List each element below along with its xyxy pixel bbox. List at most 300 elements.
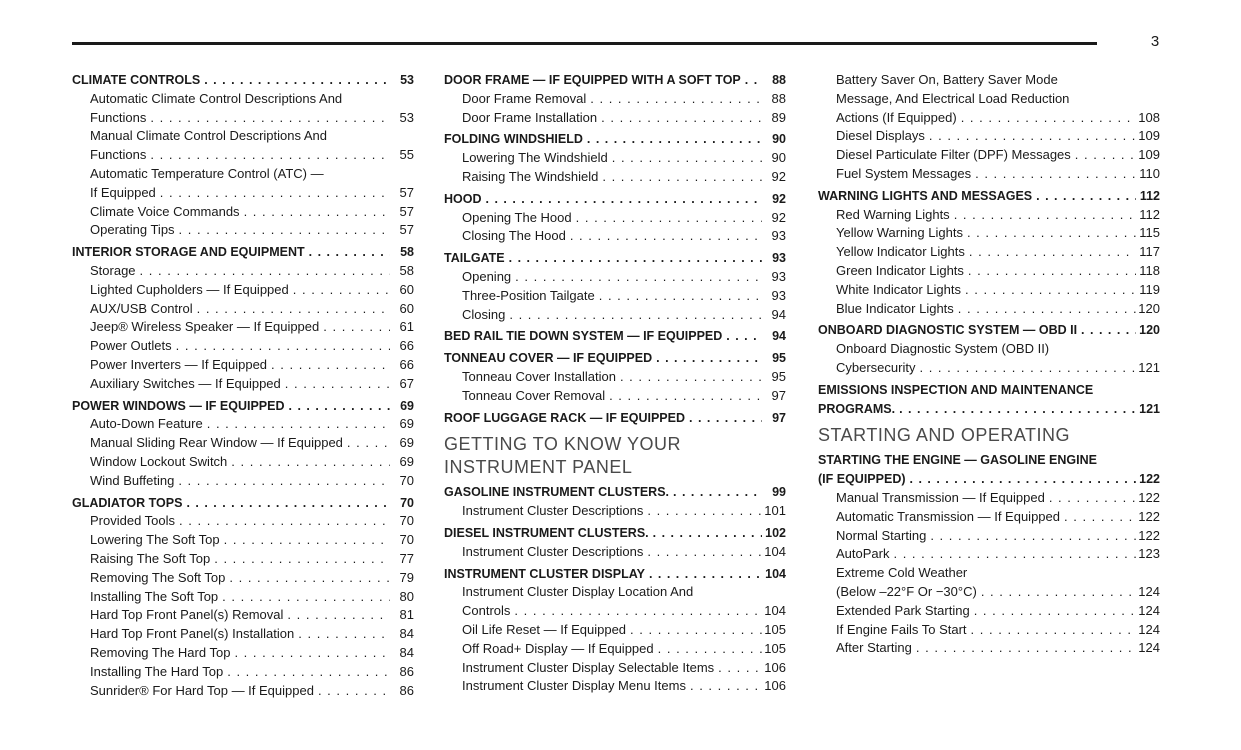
dot-leader <box>653 524 762 543</box>
dot-leader <box>289 397 390 416</box>
entry-title: Functions <box>90 147 147 163</box>
dot-leader <box>609 387 762 406</box>
entry-title: Blue Indicator Lights <box>836 300 954 316</box>
toc-topic-entry[interactable] <box>72 644 414 663</box>
entry-title: Yellow Warning Lights <box>836 225 963 241</box>
page-number: 3 <box>1150 33 1160 50</box>
entry-title: Three-Position Tailgate <box>462 287 595 303</box>
entry-page-number: 124 <box>1138 640 1160 656</box>
toc-topic-entry[interactable] <box>444 387 786 406</box>
dot-leader <box>745 71 762 90</box>
entry-title: ONBOARD DIAGNOSTIC SYSTEM — OBD II <box>818 323 1078 338</box>
entry-page-number: 124 <box>1138 583 1160 599</box>
entry-page-number: 77 <box>399 550 414 566</box>
entry-page-number: 115 <box>1139 225 1160 241</box>
entry-title: PROGRAMS. <box>818 401 896 416</box>
toc-topic-entry[interactable] <box>72 375 414 394</box>
dot-leader <box>229 569 390 588</box>
dot-leader <box>971 621 1136 640</box>
entry-title: Auxiliary Switches — If Equipped <box>90 375 281 391</box>
dot-leader <box>186 494 390 513</box>
entry-title: INTERIOR STORAGE AND EQUIPMENT <box>72 245 305 260</box>
entry-title: CLIMATE CONTROLS <box>72 73 201 87</box>
toc-topic-entry[interactable] <box>444 621 786 640</box>
dot-leader <box>899 400 1136 419</box>
toc-topic-entry[interactable] <box>444 90 786 109</box>
entry-page-number: 105 <box>764 621 786 637</box>
entry-page-number: 58 <box>400 245 414 260</box>
entry-title: Normal Starting <box>836 527 927 543</box>
entry-title: Green Indicator Lights <box>836 262 964 278</box>
section-heading <box>818 424 1160 447</box>
entry-title: After Starting <box>836 640 912 656</box>
toc-topic-entry[interactable] <box>444 209 786 228</box>
toc-topic-entry[interactable] <box>72 588 414 607</box>
toc-topic-entry[interactable] <box>72 606 414 625</box>
toc-topic-entry[interactable] <box>72 453 414 472</box>
dot-leader <box>658 640 762 659</box>
dot-leader <box>178 472 390 491</box>
entry-title: Power Outlets <box>90 338 172 354</box>
dot-leader <box>285 375 390 394</box>
entry-page-number: 94 <box>771 306 786 322</box>
dot-leader <box>630 621 762 640</box>
entry-title: Provided Tools <box>90 513 176 529</box>
toc-topic-entry[interactable] <box>72 203 414 222</box>
toc-topic-entry[interactable] <box>818 489 1160 508</box>
entry-title: Climate Voice Commands <box>90 203 240 219</box>
dot-leader <box>227 663 390 682</box>
section-heading <box>444 433 786 479</box>
entry-title: INSTRUMENT CLUSTER DISPLAY <box>444 566 645 581</box>
toc-topic-entry[interactable] <box>444 677 786 696</box>
toc-topic-entry[interactable] <box>72 531 414 550</box>
entry-title: Power Inverters — If Equipped <box>90 356 268 372</box>
toc-topic-entry[interactable] <box>72 663 414 682</box>
entry-title: Removing The Soft Top <box>90 569 226 585</box>
toc-topic-entry[interactable] <box>818 564 1160 602</box>
entry-page-number: 70 <box>399 513 414 529</box>
entry-page-number: 122 <box>1138 508 1160 524</box>
dot-leader <box>515 268 762 287</box>
entry-title: Window Lockout Switch <box>90 453 228 469</box>
toc-topic-entry[interactable] <box>818 281 1160 300</box>
entry-title: BED RAIL TIE DOWN SYSTEM — IF EQUIPPED <box>444 329 723 344</box>
entry-page-number: 106 <box>764 659 786 675</box>
entry-title: Functions <box>90 109 147 125</box>
toc-chapter-entry[interactable] <box>444 409 786 428</box>
entry-title: Instrument Cluster Descriptions <box>462 543 644 559</box>
toc-column-1 <box>72 71 414 700</box>
entry-page-number: 70 <box>400 495 414 510</box>
entry-page-number: 80 <box>399 588 414 604</box>
dot-leader <box>486 190 763 209</box>
toc-chapter-entry[interactable] <box>72 71 414 90</box>
entry-title: Instrument Cluster Display Selectable Items <box>462 659 715 675</box>
toc-chapter-entry[interactable] <box>818 187 1160 206</box>
dot-leader <box>974 602 1136 621</box>
dot-leader <box>620 368 762 387</box>
entry-title: Installing The Hard Top <box>90 663 224 679</box>
entry-title: DIESEL INSTRUMENT CLUSTERS. <box>444 525 649 540</box>
entry-title: Automatic Temperature Control (ATC) — <box>90 165 324 181</box>
entry-page-number: 120 <box>1138 300 1160 316</box>
entry-page-number: 70 <box>399 472 414 488</box>
entry-page-number: 66 <box>399 338 414 354</box>
entry-page-number: 90 <box>772 132 786 147</box>
entry-title: Auto-Down Feature <box>90 416 203 432</box>
toc-topic-entry[interactable] <box>444 287 786 306</box>
toc-topic-entry[interactable] <box>444 227 786 246</box>
entry-title: Fuel System Messages <box>836 165 972 181</box>
entry-title: Door Frame Removal <box>462 90 587 106</box>
entry-title: Tonneau Cover Installation <box>462 368 616 384</box>
entry-title: HOOD <box>444 191 482 206</box>
entry-title: Off Road+ Display — If Equipped <box>462 640 654 656</box>
dot-leader <box>318 682 390 701</box>
dot-leader <box>975 165 1136 184</box>
entry-title: If Equipped <box>90 184 156 200</box>
entry-title: Controls <box>462 603 511 619</box>
dot-leader <box>965 281 1136 300</box>
entry-page-number: 66 <box>399 356 414 372</box>
entry-title: Operating Tips <box>90 222 175 238</box>
toc-topic-entry[interactable] <box>444 149 786 168</box>
dot-leader <box>656 349 762 368</box>
toc-topic-entry[interactable] <box>444 543 786 562</box>
entry-page-number: 102 <box>765 525 786 540</box>
entry-title: Cybersecurity <box>836 359 916 375</box>
dot-leader <box>150 109 390 128</box>
entry-page-number: 120 <box>1139 323 1160 338</box>
entry-page-number: 121 <box>1138 359 1160 375</box>
entry-page-number: 69 <box>399 416 414 432</box>
entry-title: Actions (If Equipped) <box>836 109 957 125</box>
entry-page-number: 99 <box>772 485 786 500</box>
dot-leader <box>968 262 1136 281</box>
dot-leader <box>179 512 390 531</box>
dot-leader <box>599 287 762 306</box>
dot-leader <box>347 434 390 453</box>
dot-leader <box>514 602 762 621</box>
section-heading-line: INSTRUMENT PANEL <box>444 457 633 478</box>
entry-title: STARTING THE ENGINE — GASOLINE ENGINE <box>818 453 1097 468</box>
toc-topic-entry[interactable] <box>444 583 786 621</box>
toc-topic-entry[interactable] <box>72 318 414 337</box>
entry-title: Storage <box>90 262 136 278</box>
toc-topic-entry[interactable] <box>444 640 786 659</box>
dot-leader <box>1049 489 1136 508</box>
dot-leader <box>222 588 390 607</box>
entry-title: Jeep® Wireless Speaker — If Equipped <box>90 319 320 335</box>
dot-leader <box>323 318 390 337</box>
toc-topic-entry[interactable] <box>818 300 1160 319</box>
entry-page-number: 95 <box>771 368 786 384</box>
entry-title: Lowering The Soft Top <box>90 532 220 548</box>
toc-chapter-entry[interactable] <box>818 451 1160 489</box>
entry-page-number: 109 <box>1138 147 1160 163</box>
dot-leader <box>916 639 1136 658</box>
entry-page-number: 57 <box>399 203 414 219</box>
dot-leader <box>140 262 390 281</box>
entry-page-number: 124 <box>1138 602 1160 618</box>
dot-leader <box>150 146 390 165</box>
entry-page-number: 79 <box>399 569 414 585</box>
dot-leader <box>601 109 762 128</box>
entry-title: GASOLINE INSTRUMENT CLUSTERS. <box>444 485 670 500</box>
toc-chapter-entry[interactable] <box>444 130 786 149</box>
toc-topic-entry[interactable] <box>444 502 786 521</box>
toc-topic-entry[interactable] <box>818 127 1160 146</box>
entry-page-number: 94 <box>772 329 786 344</box>
entry-title: GLADIATOR TOPS <box>72 495 183 510</box>
header-rule <box>72 42 1097 45</box>
dot-leader <box>1075 146 1136 165</box>
toc-chapter-entry[interactable] <box>444 190 786 209</box>
toc-topic-entry[interactable] <box>72 221 414 240</box>
dot-leader <box>612 149 762 168</box>
dot-leader <box>570 227 762 246</box>
toc-topic-entry[interactable] <box>72 625 414 644</box>
entry-title: Onboard Diagnostic System (OBD II) <box>836 341 1050 357</box>
entry-title: Yellow Indicator Lights <box>836 244 965 260</box>
toc-topic-entry[interactable] <box>444 368 786 387</box>
dot-leader <box>718 659 762 678</box>
toc-topic-entry[interactable] <box>444 168 786 187</box>
toc-topic-entry[interactable] <box>72 415 414 434</box>
toc-topic-entry[interactable] <box>818 206 1160 225</box>
entry-title: DOOR FRAME — IF EQUIPPED WITH A SOFT TOP <box>444 73 741 87</box>
entry-title: Tonneau Cover Removal <box>462 387 606 403</box>
entry-page-number: 104 <box>764 543 786 559</box>
entry-page-number: 109 <box>1138 128 1160 144</box>
dot-leader <box>576 209 762 228</box>
entry-page-number: 117 <box>1139 244 1160 260</box>
toc-topic-entry[interactable] <box>818 545 1160 564</box>
toc-topic-entry[interactable] <box>444 659 786 678</box>
dot-leader <box>1036 187 1136 206</box>
entry-page-number: 67 <box>399 375 414 391</box>
toc-topic-entry[interactable] <box>72 90 414 128</box>
toc-topic-entry[interactable] <box>444 306 786 325</box>
toc-topic-entry[interactable] <box>72 512 414 531</box>
entry-title: Instrument Cluster Display Menu Items <box>462 678 686 694</box>
entry-page-number: 97 <box>771 387 786 403</box>
entry-title: If Engine Fails To Start <box>836 621 967 637</box>
entry-title: Battery Saver On, Battery Saver Mode <box>836 72 1058 87</box>
entry-page-number: 122 <box>1138 489 1160 505</box>
entry-title: Manual Transmission — If Equipped <box>836 489 1045 505</box>
toc-chapter-entry[interactable] <box>818 321 1160 340</box>
entry-page-number: 93 <box>771 287 786 303</box>
toc-topic-entry[interactable] <box>818 340 1160 378</box>
entry-page-number: 106 <box>764 678 786 694</box>
entry-page-number: 90 <box>771 150 786 166</box>
entry-page-number: 58 <box>399 262 414 278</box>
toc-topic-entry[interactable] <box>72 300 414 319</box>
entry-title: (IF EQUIPPED) <box>818 472 906 487</box>
dot-leader <box>929 127 1136 146</box>
toc-topic-entry[interactable] <box>72 550 414 569</box>
entry-page-number: 122 <box>1138 527 1160 543</box>
entry-title: Manual Climate Control Descriptions And <box>90 128 327 144</box>
entry-page-number: 93 <box>772 251 786 266</box>
entry-title: EMISSIONS INSPECTION AND MAINTENANCE <box>818 382 1094 397</box>
entry-page-number: 69 <box>400 398 414 413</box>
toc-chapter-entry[interactable] <box>444 483 786 502</box>
toc-chapter-entry[interactable] <box>444 349 786 368</box>
entry-page-number: 55 <box>399 147 414 163</box>
entry-page-number: 112 <box>1139 188 1160 203</box>
dot-leader <box>293 281 390 300</box>
entry-title: White Indicator Lights <box>836 281 962 297</box>
toc-chapter-entry[interactable] <box>72 494 414 513</box>
entry-title: Instrument Cluster Descriptions <box>462 503 644 519</box>
entry-page-number: 57 <box>399 222 414 238</box>
entry-title: Lighted Cupholders — If Equipped <box>90 281 289 297</box>
toc-column-3 <box>818 71 1160 658</box>
entry-title: Instrument Cluster Display Location And <box>462 584 694 600</box>
toc-topic-entry[interactable] <box>818 262 1160 281</box>
dot-leader <box>954 206 1136 225</box>
dot-leader <box>204 71 390 90</box>
dot-leader <box>647 543 762 562</box>
toc-topic-entry[interactable] <box>818 224 1160 243</box>
toc-topic-entry[interactable] <box>818 527 1160 546</box>
toc-topic-entry[interactable] <box>818 602 1160 621</box>
dot-leader <box>1064 508 1136 527</box>
entry-page-number: 69 <box>399 435 414 451</box>
entry-title: Raising The Windshield <box>462 168 599 184</box>
dot-leader <box>509 306 762 325</box>
entry-title: ROOF LUGGAGE RACK — IF EQUIPPED <box>444 410 685 425</box>
toc-topic-entry[interactable] <box>72 127 414 165</box>
toc-chapter-entry[interactable] <box>444 524 786 543</box>
entry-page-number: 104 <box>764 603 786 619</box>
dot-leader <box>690 677 762 696</box>
dot-leader <box>647 502 762 521</box>
entry-page-number: 104 <box>765 566 786 581</box>
entry-page-number: 112 <box>1139 206 1160 222</box>
toc-topic-entry[interactable] <box>72 472 414 491</box>
toc-chapter-entry[interactable] <box>818 381 1160 419</box>
entry-page-number: 122 <box>1139 472 1160 487</box>
toc-topic-entry[interactable] <box>72 337 414 356</box>
dot-leader <box>309 243 390 262</box>
entry-page-number: 97 <box>772 410 786 425</box>
entry-title: AUX/USB Control <box>90 300 193 316</box>
toc-topic-entry[interactable] <box>72 262 414 281</box>
dot-leader <box>207 415 390 434</box>
entry-page-number: 101 <box>764 503 786 519</box>
entry-page-number: 123 <box>1138 546 1160 562</box>
entry-title: Opening <box>462 268 512 284</box>
entry-title: FOLDING WINDSHIELD <box>444 132 583 147</box>
dot-leader <box>590 90 762 109</box>
section-heading-line: STARTING AND OPERATING <box>818 425 1071 446</box>
entry-title: Opening The Hood <box>462 209 572 225</box>
dot-leader <box>969 243 1136 262</box>
dot-leader <box>176 337 390 356</box>
dot-leader <box>602 168 762 187</box>
dot-leader <box>1081 321 1136 340</box>
dot-leader <box>234 644 390 663</box>
entry-title: Oil Life Reset — If Equipped <box>462 621 627 637</box>
dot-leader <box>981 583 1136 602</box>
toc-topic-entry[interactable] <box>72 434 414 453</box>
entry-page-number: 110 <box>1139 165 1160 181</box>
entry-page-number: 93 <box>771 268 786 284</box>
toc-topic-entry[interactable] <box>72 682 414 701</box>
toc-topic-entry[interactable] <box>444 268 786 287</box>
entry-page-number: 61 <box>399 319 414 335</box>
entry-title: Wind Buffeting <box>90 472 175 488</box>
toc-topic-entry[interactable] <box>72 569 414 588</box>
toc-chapter-entry[interactable] <box>72 397 414 416</box>
toc-topic-entry[interactable] <box>818 621 1160 640</box>
entry-title: TAILGATE <box>444 251 505 266</box>
toc-topic-entry[interactable] <box>72 165 414 203</box>
entry-title: Closing The Hood <box>462 228 566 244</box>
dot-leader <box>231 453 390 472</box>
toc-topic-entry[interactable] <box>818 165 1160 184</box>
entry-page-number: 84 <box>399 626 414 642</box>
entry-title: Hard Top Front Panel(s) Installation <box>90 626 295 642</box>
entry-page-number: 93 <box>771 228 786 244</box>
dot-leader <box>287 606 390 625</box>
entry-title: Red Warning Lights <box>836 206 950 222</box>
dot-leader <box>689 409 762 428</box>
toc-chapter-entry[interactable] <box>444 249 786 268</box>
entry-page-number: 89 <box>771 109 786 125</box>
entry-page-number: 124 <box>1138 621 1160 637</box>
entry-title: Extreme Cold Weather <box>836 565 968 581</box>
entry-page-number: 69 <box>399 453 414 469</box>
entry-title: Removing The Hard Top <box>90 644 231 660</box>
entry-title: Diesel Particulate Filter (DPF) Messages <box>836 147 1071 163</box>
dot-leader <box>910 470 1136 489</box>
dot-leader <box>649 565 762 584</box>
dot-leader <box>919 359 1136 378</box>
dot-leader <box>930 527 1136 546</box>
entry-title: Raising The Soft Top <box>90 550 211 566</box>
entry-title: Manual Sliding Rear Window — If Equipped <box>90 435 343 451</box>
entry-title: (Below –22°F Or −30°C) <box>836 583 977 599</box>
entry-title: Automatic Climate Control Descriptions And <box>90 90 343 106</box>
toc-topic-entry[interactable] <box>818 71 1160 127</box>
toc-topic-entry[interactable] <box>818 243 1160 262</box>
toc-topic-entry[interactable] <box>72 356 414 375</box>
toc-chapter-entry[interactable] <box>444 565 786 584</box>
toc-topic-entry[interactable] <box>818 639 1160 658</box>
toc-topic-entry[interactable] <box>444 109 786 128</box>
dot-leader <box>244 203 390 222</box>
toc-topic-entry[interactable] <box>72 281 414 300</box>
entry-title: Automatic Transmission — If Equipped <box>836 508 1060 524</box>
entry-page-number: 92 <box>771 209 786 225</box>
section-heading-line: GETTING TO KNOW YOUR <box>444 434 682 455</box>
entry-page-number: 70 <box>399 532 414 548</box>
toc-chapter-entry[interactable] <box>72 243 414 262</box>
toc-topic-entry[interactable] <box>818 508 1160 527</box>
entry-title: AutoPark <box>836 546 890 562</box>
entry-page-number: 81 <box>399 607 414 623</box>
entry-page-number: 86 <box>399 663 414 679</box>
toc-topic-entry[interactable] <box>818 146 1160 165</box>
toc-chapter-entry[interactable] <box>444 327 786 346</box>
toc-chapter-entry[interactable] <box>444 71 786 90</box>
entry-page-number: 60 <box>399 300 414 316</box>
